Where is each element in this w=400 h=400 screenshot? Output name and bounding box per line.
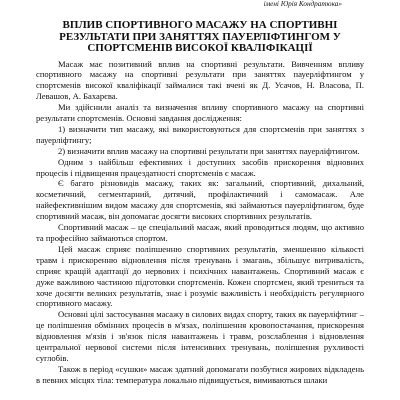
paragraph: Цей масаж сприяє поліпшенню спортивних результатів, зменшенню кількості травм і прискоренню відновлення після тренувань і змагань, збільшує витривалість, сприяє кращій адаптації до нервових і психічних навантажень. Спортивний масаж є дуже важливою частиною підготовки спортсменів. Кожен спортсмен, який трениться та хоче досягти великих результатів, знає і розуміє важливість і необхідність регулярного спортивного масажу. (36, 243, 364, 309)
title-line-2: РЕЗУЛЬТАТИ ПРИ ЗАНЯТТЯХ ПАУЕРЛІФТИНГОМ У (59, 30, 341, 43)
paragraph: Основні цілі застосування масажу в силових видах спорту, таких як пауерліфтинг – це поліпшення обмінних процесів в м'язах, поліпшення кровопостачання, прискорення відновлення м'язів і зв'язок після навантажень і травм, розслаблення і відновлення центральної нервової системи після інтенсивних тренувань, поліпшення рухливості суглобів. (36, 309, 364, 363)
paragraph: Також в період «сушки» масаж здатний допомагати позбутися жирових відкладень в певних місцях тіла: температура локально підвищується, вимиваються шлаки (36, 363, 364, 385)
paragraph: Ми здійснили аналіз та визначення впливу спортивного масажу на спортивні результати спортсменів. Основні завдання дослідження: (36, 102, 364, 124)
list-item: 1) визначити тип масажу, які використовуються для спортсменів при заняттях з пауерліфтингу; (36, 123, 364, 145)
title-line-3: СПОРТСМЕНІВ ВИСОКОЇ КВАЛІФІКАЦІЇ (87, 42, 313, 54)
author-affiliation (36, 0, 364, 8)
article-body (36, 59, 364, 386)
document-page (36, 0, 364, 400)
article-title (36, 20, 364, 55)
paragraph: Масаж має позитивний вплив на спортивні результати. Вивченням впливу спортивного масажу на спортивні результати при заняттях пауерліфтингом у спортсменів високої кваліфікації займалися такі вчені як Д. Усачов, Н. Власова, П. Левашов, А. Бахарєва. (36, 58, 364, 102)
title-line-1: ВПЛИВ СПОРТИВНОГО МАСАЖУ НА СПОРТИВНІ (62, 19, 338, 31)
paragraph: Спортивний масаж – це спеціальний масаж, який проводиться людям, що активно та професійно займаються спортом. (36, 222, 364, 243)
affiliation-line-2: імені Юрія Кондратюка» (263, 0, 342, 8)
list-item: 2) визначити вплив масажу на спортивні результати при заняттях пауерліфтингом. (58, 145, 360, 156)
paragraph: Є багато різновидів масажу, таких як: загальний, спортивний, дихальний, косметичний, сегментарний, дитячий, профілактичний і самомасаж. Але найефективнішим видом масажу для спортсменів, які займаються пауерліфтингом, буде спортивний масаж, він допомагає досягти високих спортивних результатів. (36, 178, 364, 222)
paragraph: Одним з найбільш ефективних і доступних засобів прискорення відновних процесів і підвищення працездатності спортсменів є масаж. (36, 156, 364, 178)
